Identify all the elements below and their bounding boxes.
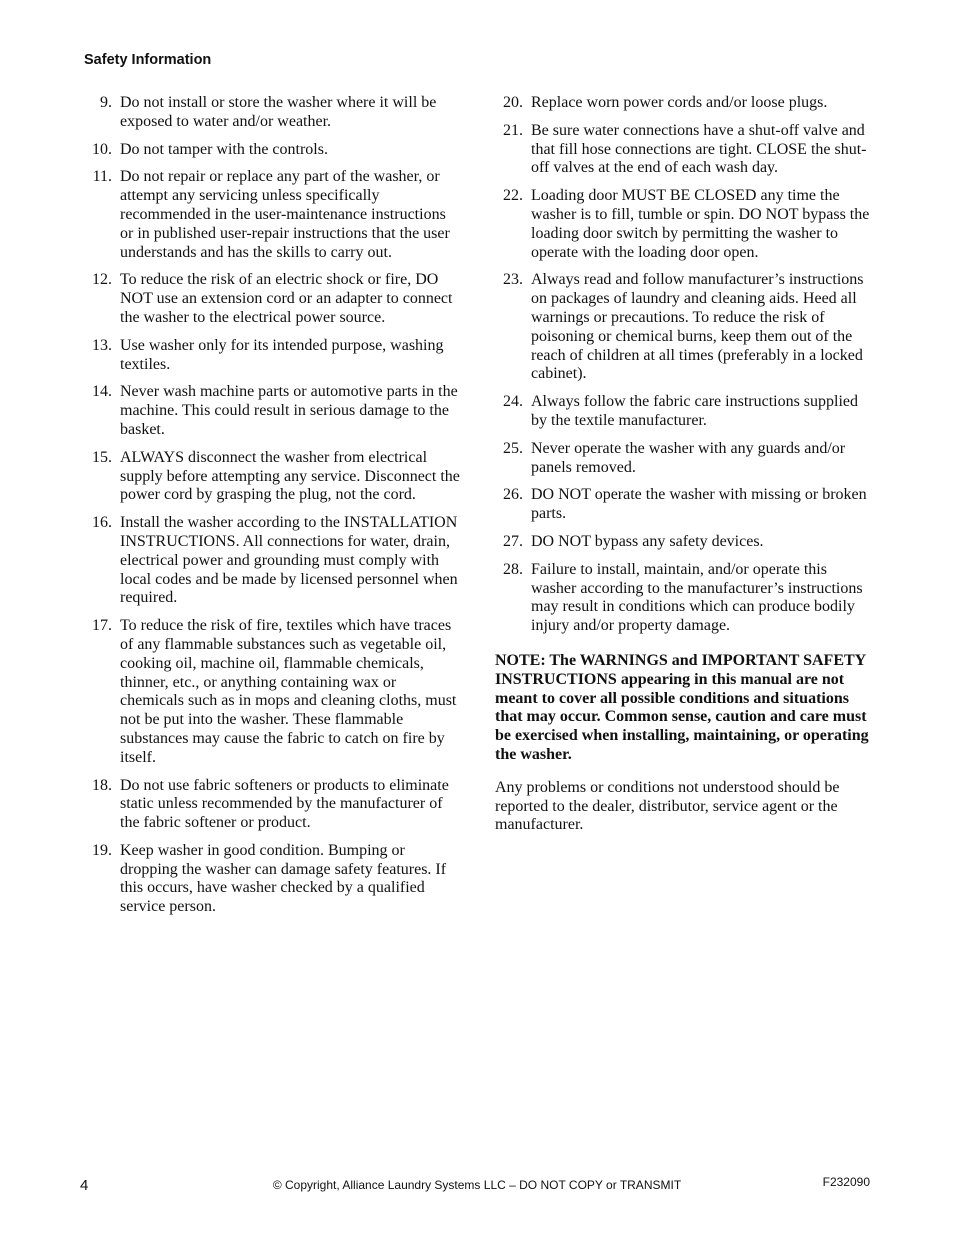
item-number: 26. xyxy=(503,486,523,504)
item-text: Do not repair or replace any part of the washer, or attempt any servicing unless specifically recommended in the user-maintenance instructions or in published user-repair instructions that the user understands and has the skills to carry out. xyxy=(120,168,450,261)
item-text: Never operate the washer with any guards and/or panels removed. xyxy=(531,439,846,476)
item-number: 16. xyxy=(92,514,112,532)
closing-paragraph: Any problems or conditions not understood should be reported to the dealer, distributor, service agent or the manufacturer. xyxy=(495,778,840,834)
item-number: 18. xyxy=(92,776,112,794)
item-number: 13. xyxy=(92,336,112,354)
item-text: Loading door MUST BE CLOSED any time the washer is to fill, tumble or spin. DO NOT bypass the loading door switch by permitting the washer to operate with the loading door open. xyxy=(531,187,870,261)
item-number: 28. xyxy=(503,560,523,578)
item-number: 9. xyxy=(100,94,112,111)
list-item xyxy=(495,533,873,552)
list-item xyxy=(495,187,873,262)
list-item xyxy=(84,141,462,160)
item-number: 19. xyxy=(92,841,112,859)
item-text: ALWAYS disconnect the washer from electrical supply before attempting any service. Disconnect the power cord by grasping the plug, not the cord. xyxy=(120,448,460,504)
list-item xyxy=(495,94,873,113)
item-text: Replace worn power cords and/or loose plugs. xyxy=(531,94,828,111)
list-item xyxy=(84,617,462,767)
list-item xyxy=(495,271,873,384)
item-number: 23. xyxy=(503,271,523,289)
item-number: 11. xyxy=(92,168,112,186)
item-text: To reduce the risk of an electric shock or fire, DO NOT use an extension cord or an adapter to connect the washer to the electrical power source. xyxy=(120,271,453,326)
item-text: Never wash machine parts or automotive parts in the machine. This could result in serious damage to the basket. xyxy=(120,383,458,438)
item-text: Keep washer in good condition. Bumping or dropping the washer can damage safety features. If this occurs, have washer checked by a qualified service person. xyxy=(120,841,447,916)
list-item xyxy=(84,271,462,327)
item-text: Do not use fabric softeners or products to eliminate static unless recommended by the manufacturer of the fabric softener or product. xyxy=(120,776,449,832)
item-text: DO NOT bypass any safety devices. xyxy=(531,532,764,550)
list-item xyxy=(84,842,462,917)
item-text: To reduce the risk of fire, textiles which have traces of any flammable substances such as vegetable oil, cooking oil, machine oil, flammable chemicals, thinner, etc., or anything containing wax or chemicals such as in mops and cleaning cloths, must not be put into the washer. These flammable substances may cause the fabric to catch on fire by itself. xyxy=(120,617,457,766)
item-text: Be sure water connections have a shut-off valve and that fill hose connections are tight. CLOSE the shut-off valves at the end of each wash day. xyxy=(531,121,867,177)
item-text: Always follow the fabric care instructions supplied by the textile manufacturer. xyxy=(531,393,859,429)
copyright-notice: © Copyright, Alliance Laundry Systems LLC – DO NOT COPY or TRANSMIT xyxy=(272,1178,682,1192)
document-id: F232090 xyxy=(822,1175,870,1189)
item-number: 10. xyxy=(92,140,112,158)
item-number: 17. xyxy=(92,617,112,635)
item-text: DO NOT operate the washer with missing or broken parts. xyxy=(531,486,867,523)
item-number: 20. xyxy=(503,94,523,111)
item-number: 24. xyxy=(503,393,523,411)
safety-note: NOTE: The WARNINGS and IMPORTANT SAFETY INSTRUCTIONS appearing in this manual are not meant to cover all possible conditions and situations that may occur. Common sense, caution and care must be exercised when installing, maintaining, or operating the washer. xyxy=(495,651,869,763)
item-number: 15. xyxy=(92,448,112,466)
item-text: Use washer only for its intended purpose, washing textiles. xyxy=(120,336,444,373)
item-number: 25. xyxy=(503,439,523,457)
list-item xyxy=(84,94,462,132)
section-title: Safety Information xyxy=(84,52,212,68)
list-item xyxy=(495,486,873,524)
right-column xyxy=(495,94,873,835)
left-column xyxy=(84,94,462,926)
list-item xyxy=(495,440,873,478)
list-item xyxy=(84,777,462,833)
item-text: Do not tamper with the controls. xyxy=(120,140,328,158)
page-number: 4 xyxy=(80,1177,89,1194)
list-item xyxy=(84,514,462,608)
list-item xyxy=(84,383,462,439)
item-text: Failure to install, maintain, and/or operate this washer according to the manufacturer’s instructions may result in conditions which can produce bodily injury and/or property damage. xyxy=(531,560,863,635)
item-text: Do not install or store the washer where it will be exposed to water and/or weather. xyxy=(120,94,437,130)
list-item xyxy=(495,561,873,636)
list-item xyxy=(84,449,462,505)
item-number: 22. xyxy=(503,187,523,205)
list-item xyxy=(495,393,873,431)
item-number: 21. xyxy=(503,121,523,139)
item-text: Install the washer according to the INSTALLATION INSTRUCTIONS. All connections for water, drain, electrical power and grounding must comply with local codes and be made by licensed personnel when required. xyxy=(120,514,458,607)
list-item xyxy=(495,122,873,178)
list-item xyxy=(84,168,462,262)
item-number: 14. xyxy=(92,383,112,401)
item-text: Always read and follow manufacturer’s instructions on packages of laundry and cleaning aids. Heed all warnings or precautions. To reduce the risk of poisoning or chemical burns, keep them out of the reach of children at all times (preferably in a locked cabinet). xyxy=(531,271,864,383)
list-item xyxy=(84,337,462,375)
item-number: 27. xyxy=(503,532,523,550)
item-number: 12. xyxy=(92,271,112,289)
